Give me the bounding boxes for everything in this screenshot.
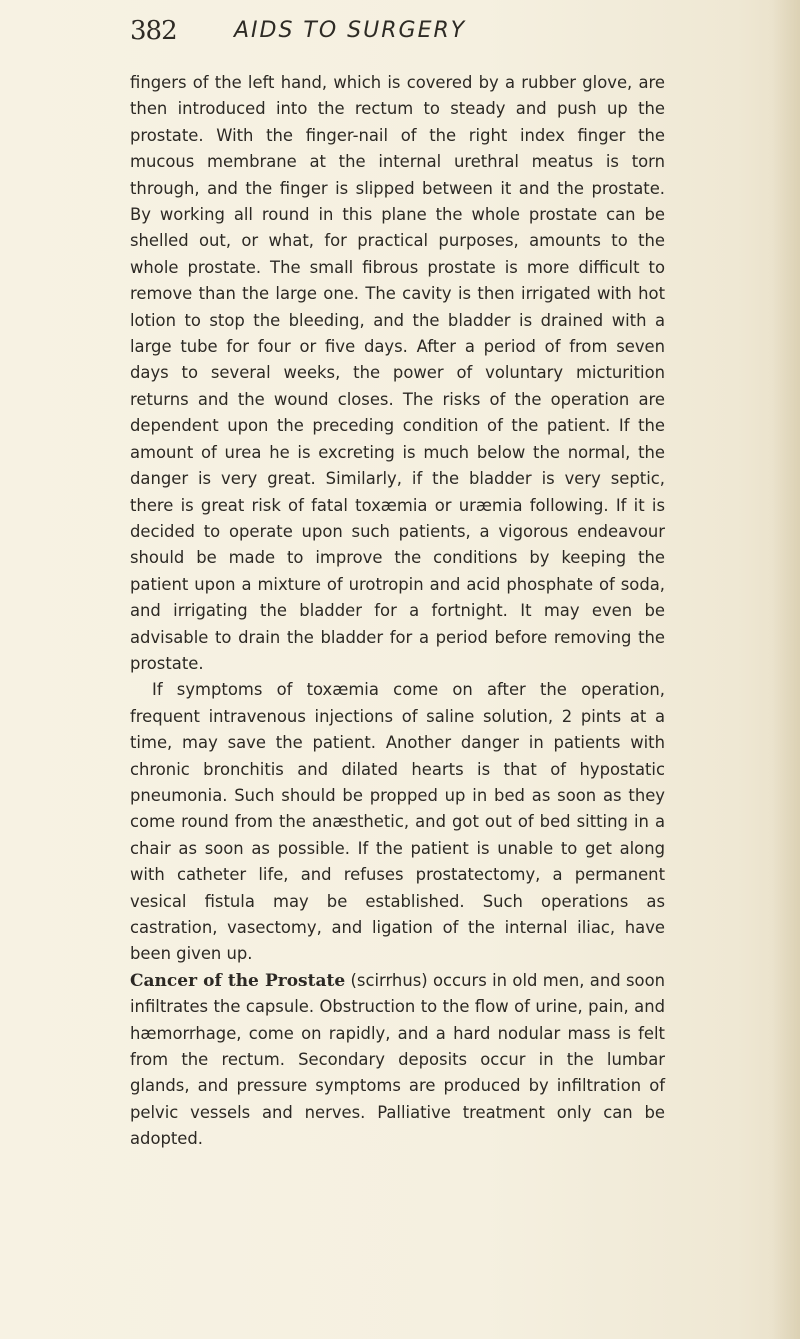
paragraph-continued: fingers of the left hand, which is covered by a rubber glove, are then introduced into the rectum to steady and push up the prostate. With the finger-nail of the right index finger the mucous membrane at the internal urethral meatus is torn through, and the finger is slipped between it and the prostate. By working all round in this plane the whole prostate can be shelled out, or what, for practical purposes, amounts to the whole prostate. The small fibrous prostate is more difficult to remove than the large one. The cavity is then irrigated with hot lotion to stop the bleeding, and the bladder is drained with a large tube for four or five days. After a period of from seven days to several weeks, the power of voluntary micturition returns and the wound closes. The risks of the operation are dependent upon the preceding condition of the patient. If the amount of urea he is excreting is much below the normal, the danger is very great. Similarly, if the bladder is very septic, there is great risk of fatal toxæmia or uræmia following. If it is decided to operate upon such patients, a vigorous endeavour should be made to improve the conditions by keeping the patient upon a mixture of urotropin and acid phosphate of soda, and irrigating the bladder for a fortnight. It may even be advisable to drain the bladder for a period before removing the prostate. (130, 73, 665, 673)
page-number: 382 (130, 16, 177, 46)
running-title: AIDS TO SURGERY (234, 18, 467, 43)
paragraph-cancer-text: (scirrhus) occurs in old men, and soon infiltrates the capsule. Obstruction to the flow of urine, pain, and hæmorrhage, come on rapidly, and a hard nodular mass is felt from the rectum. Secondary deposits occur in the lumbar glands, and pressure symptoms are produced by infiltration of pelvic vessels and nerves. Palliative treatment only can be adopted. (130, 970, 666, 1149)
body-text (130, 70, 665, 1153)
paragraph-cancer (130, 968, 665, 1153)
paragraph-toxaemia: If symptoms of toxæmia come on after the operation, frequent intravenous injections of saline solution, 2 pints at a time, may save the patient. Another danger in patients with chronic bronchitis and dilated hearts is that of hypostatic pneumonia. Such should be propped up in bed as soon as they come round from the anæsthetic, and got out of bed sitting in a chair as soon as possible. If the patient is unable to get along with catheter life, and refuses prostatectomy, a permanent vesical fistula may be established. Such operations as castration, vasectomy, and ligation of the internal iliac, have been given up. (130, 680, 665, 964)
page-edge-shadow (772, 0, 800, 1339)
page-header (130, 14, 730, 54)
section-heading-cancer-of-prostate: Cancer of the Prostate (130, 970, 346, 991)
